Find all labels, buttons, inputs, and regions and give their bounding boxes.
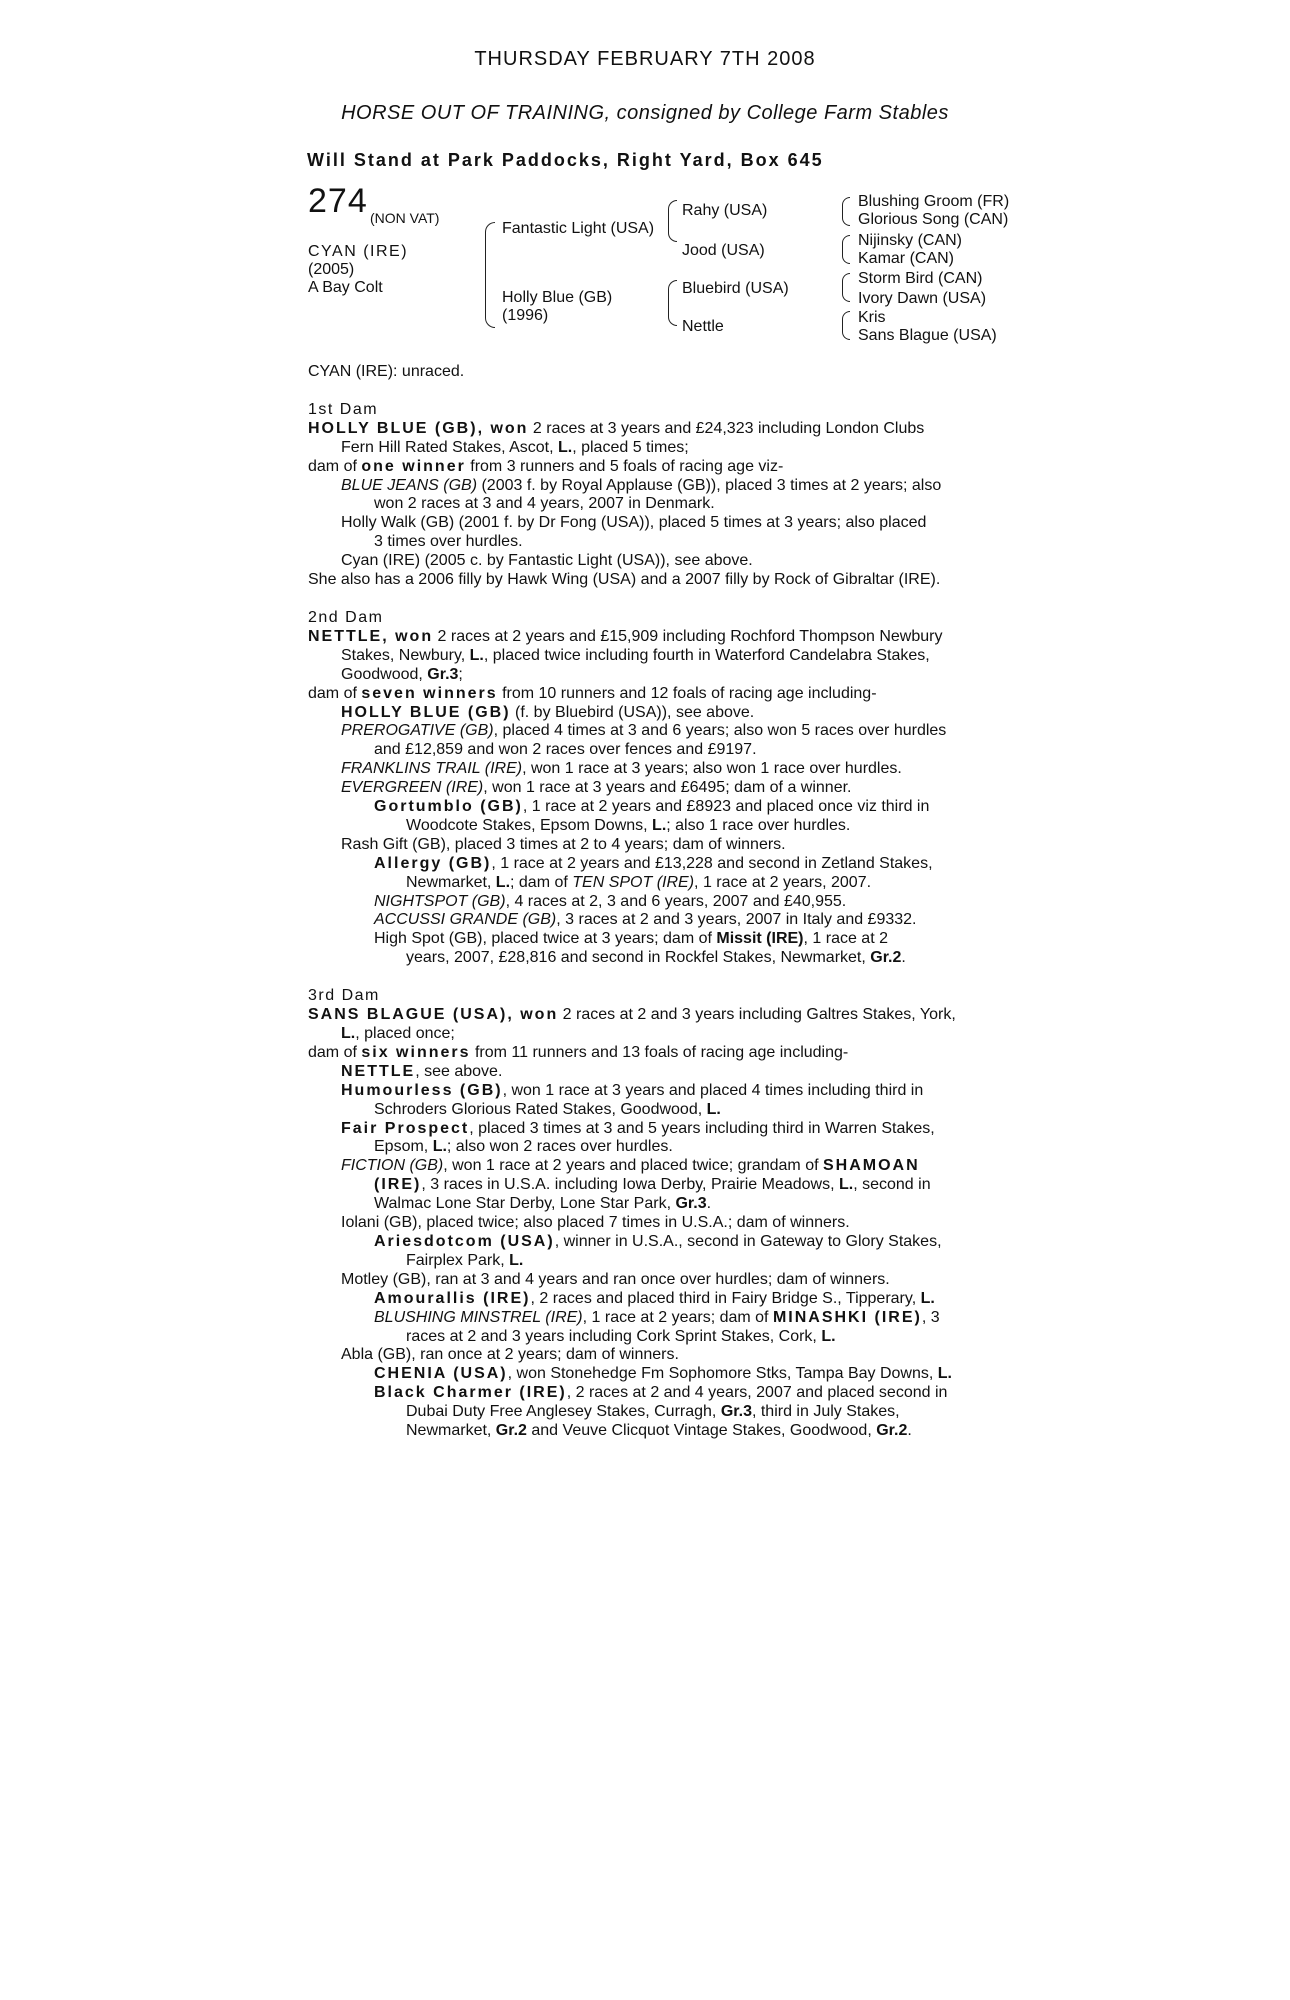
second-dam-line: FRANKLINS TRAIL (IRE), won 1 race at 3 years; also won 1 race over hurdles. <box>341 760 902 778</box>
second-dam-line: PREROGATIVE (GB), placed 4 times at 3 and 6 years; also won 5 races over hurdles <box>341 722 947 740</box>
second-dam-line: Woodcote Stakes, Epsom Downs, L.; also 1 race over hurdles. <box>406 816 851 834</box>
third-dam-line: Dubai Duty Free Anglesey Stakes, Curragh, Gr.3, third in July Stakes, <box>406 1403 900 1421</box>
first-dam-line: HOLLY BLUE (GB), won 2 races at 3 years and £24,323 including London Clubs <box>308 419 925 437</box>
third-dam-line: Fairplex Park, L. <box>406 1251 524 1269</box>
third-dam-heading: 3rd Dam <box>308 987 380 1005</box>
second-dam-line: NIGHTSPOT (GB), 4 races at 2, 3 and 6 years, 2007 and £40,955. <box>374 892 847 910</box>
sire-sire: Rahy (USA) <box>682 202 768 219</box>
stabling-location: Will Stand at Park Paddocks, Right Yard, Box 645 <box>307 150 824 170</box>
first-dam-line: won 2 races at 3 and 4 years, 2007 in Denmark. <box>374 495 715 513</box>
ggp-brace-4 <box>842 311 850 340</box>
first-dam-line: BLUE JEANS (GB) (2003 f. by Royal Applause (GB)), placed 3 times at 2 years; also <box>341 476 942 494</box>
catalogue-body <box>308 363 1028 1441</box>
sire-dam: Jood (USA) <box>682 242 765 259</box>
dam: Holly Blue (GB) <box>502 289 613 306</box>
first-dam-heading: 1st Dam <box>308 400 379 418</box>
sire-line-brace <box>668 200 677 242</box>
second-dam-line: years, 2007, £28,816 and second in Rockfel Stakes, Newmarket, Gr.2. <box>406 949 906 967</box>
dam-line-brace <box>668 280 677 326</box>
third-dam-line: Epsom, L.; also won 2 races over hurdles. <box>374 1138 673 1156</box>
third-dam-line: Black Charmer (IRE), 2 races at 2 and 4 years, 2007 and placed second in <box>374 1384 948 1402</box>
second-dam-line: Goodwood, Gr.3; <box>341 665 463 683</box>
second-dam-line: EVERGREEN (IRE), won 1 race at 3 years and £6495; dam of a winner. <box>341 779 852 797</box>
first-dam-line: Fern Hill Rated Stakes, Ascot, L., placed 5 times; <box>341 438 689 456</box>
ggp-brace-1 <box>842 197 850 226</box>
second-dam-line: NETTLE, won 2 races at 2 years and £15,909 including Rochford Thompson Newbury <box>308 627 943 645</box>
third-dam-line: Abla (GB), ran once at 2 years; dam of winners. <box>341 1346 679 1364</box>
great-grandparent: Ivory Dawn (USA) <box>858 290 987 307</box>
great-grandparent: Blushing Groom (FR) <box>858 193 1010 210</box>
third-dam-line: (IRE), 3 races in U.S.A. including Iowa Derby, Prairie Meadows, L., second in <box>374 1176 931 1194</box>
race-record: CYAN (IRE): unraced. <box>308 363 465 380</box>
third-dam-line: L., placed once; <box>341 1025 455 1042</box>
dam-year: (1996) <box>502 307 549 324</box>
first-dam-line: 3 times over hurdles. <box>374 533 523 551</box>
second-dam-line: ACCUSSI GRANDE (GB), 3 races at 2 and 3 years, 2007 in Italy and £9332. <box>374 911 917 929</box>
third-dam-line: Schroders Glorious Rated Stakes, Goodwood, L. <box>374 1100 721 1118</box>
great-grandparent: Kris <box>858 309 886 326</box>
dam-dam: Nettle <box>682 318 724 335</box>
first-dam-line: Cyan (IRE) (2005 c. by Fantastic Light (USA)), see above. <box>341 552 753 570</box>
great-grandparent: Glorious Song (CAN) <box>858 211 1009 228</box>
great-grandparent: Kamar (CAN) <box>858 250 955 267</box>
third-dam-line: NETTLE, see above. <box>341 1062 503 1080</box>
third-dam-line: Walmac Lone Star Derby, Lone Star Park, Gr.3. <box>374 1195 712 1213</box>
second-dam-line: Newmarket, L.; dam of TEN SPOT (IRE), 1 race at 2 years, 2007. <box>406 873 872 891</box>
third-dam-line: dam of six winners from 11 runners and 13 foals of racing age including- <box>308 1043 849 1061</box>
third-dam-line: Amourallis (IRE), 2 races and placed third in Fairy Bridge S., Tipperary, L. <box>374 1289 935 1307</box>
consignment-line: HORSE OUT OF TRAINING, consigned by College Farm Stables <box>341 102 949 124</box>
third-dam-line: SANS BLAGUE (USA), won 2 races at 2 and 3 years including Galtres Stakes, York, <box>308 1006 956 1024</box>
sire: Fantastic Light (USA) <box>502 220 655 237</box>
third-dam-line: Iolani (GB), placed twice; also placed 7 times in U.S.A.; dam of winners. <box>341 1214 850 1232</box>
vat-status: (NON VAT) <box>370 210 440 226</box>
third-dam-line: FICTION (GB), won 1 race at 2 years and placed twice; grandam of SHAMOAN <box>341 1157 920 1175</box>
great-grandparent: Nijinsky (CAN) <box>858 232 962 249</box>
ggp-brace-3 <box>842 273 850 302</box>
third-dam-line: CHENIA (USA), won Stonehedge Fm Sophomore Stks, Tampa Bay Downs, L. <box>374 1365 952 1383</box>
second-dam-line: High Spot (GB), placed twice at 3 years; dam of Missit (IRE), 1 race at 2 <box>374 930 888 948</box>
third-dam-line: Newmarket, Gr.2 and Veuve Clicquot Vintage Stakes, Goodwood, Gr.2. <box>406 1422 912 1440</box>
third-dam-line: Fair Prospect, placed 3 times at 3 and 5 years including third in Warren Stakes, <box>341 1119 935 1137</box>
third-dam-line: races at 2 and 3 years including Cork Sprint Stakes, Cork, L. <box>406 1327 836 1345</box>
third-dam-line: Humourless (GB), won 1 race at 3 years and placed 4 times including third in <box>341 1081 924 1099</box>
second-dam-line: Stakes, Newbury, L., placed twice including fourth in Waterford Candelabra Stakes, <box>341 646 930 664</box>
second-dam-line: Rash Gift (GB), placed 3 times at 2 to 4 years; dam of winners. <box>341 835 786 853</box>
first-dam-line: She also has a 2006 filly by Hawk Wing (USA) and a 2007 filly by Rock of Gibraltar (IRE). <box>308 571 941 589</box>
great-grandparent: Sans Blague (USA) <box>858 327 997 344</box>
lot-number: 274 <box>308 182 368 220</box>
great-grandparent: Storm Bird (CAN) <box>858 270 983 287</box>
third-dam-line: Ariesdotcom (USA), winner in U.S.A., second in Gateway to Glory Stakes, <box>374 1232 942 1250</box>
generation-1-brace <box>485 222 495 328</box>
horse-description: A Bay Colt <box>308 279 383 296</box>
second-dam-line: Gortumblo (GB), 1 race at 2 years and £8923 and placed once viz third in <box>374 798 930 816</box>
second-dam-line: Allergy (GB), 1 race at 2 years and £13,228 and second in Zetland Stakes, <box>374 854 933 872</box>
second-dam-heading: 2nd Dam <box>308 608 384 626</box>
second-dam-line: dam of seven winners from 10 runners and 12 foals of racing age including- <box>308 684 877 702</box>
second-dam-line: HOLLY BLUE (GB) (f. by Bluebird (USA)), see above. <box>341 703 755 721</box>
sale-date: THURSDAY FEBRUARY 7TH 2008 <box>474 48 816 70</box>
horse-name: CYAN (IRE) <box>308 243 409 260</box>
third-dam-line: BLUSHING MINSTREL (IRE), 1 race at 2 years; dam of MINASHKI (IRE), 3 <box>374 1308 940 1326</box>
first-dam-line: dam of one winner from 3 runners and 5 foals of racing age viz- <box>308 457 784 475</box>
third-dam-line: Motley (GB), ran at 3 and 4 years and ran once over hurdles; dam of winners. <box>341 1270 890 1288</box>
horse-year: (2005) <box>308 261 355 278</box>
dam-sire: Bluebird (USA) <box>682 280 789 297</box>
first-dam-line: Holly Walk (GB) (2001 f. by Dr Fong (USA)), placed 5 times at 3 years; also placed <box>341 514 927 532</box>
ggp-brace-2 <box>842 235 850 264</box>
second-dam-line: and £12,859 and won 2 races over fences and £9197. <box>374 741 757 759</box>
